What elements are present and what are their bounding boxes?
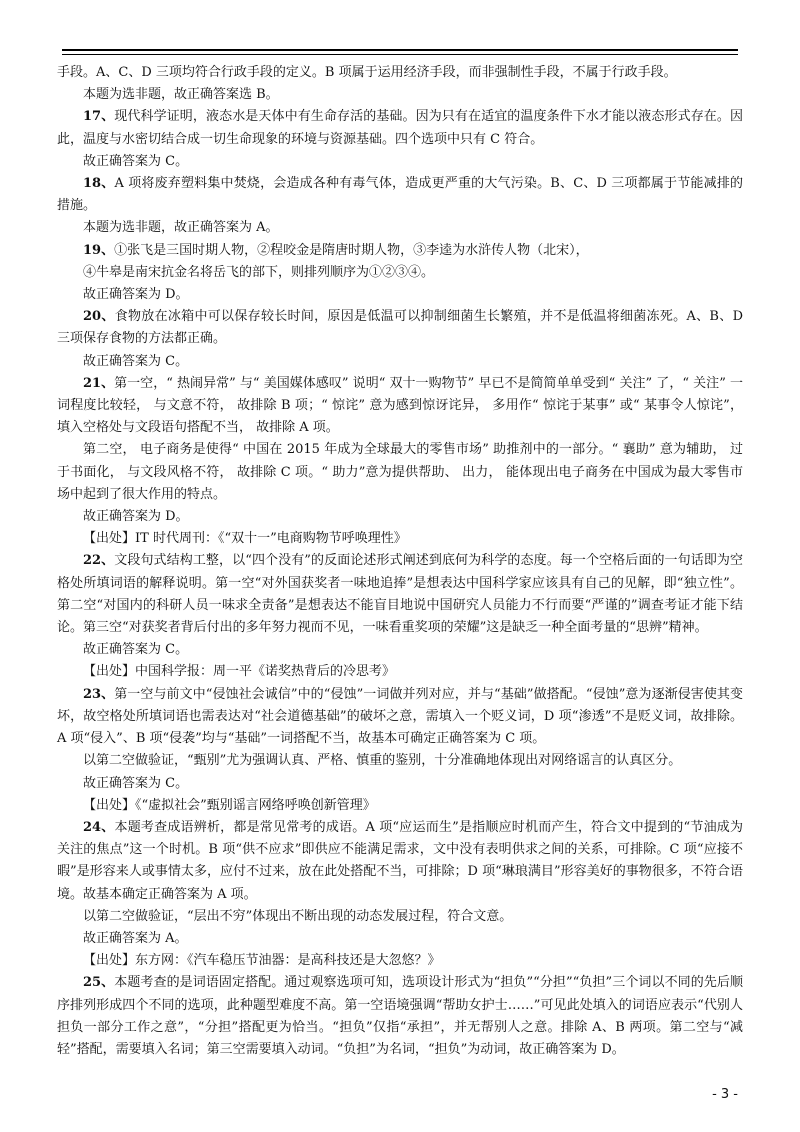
- answer-explanations: [57, 62, 743, 1061]
- explanation-text: ①张飞是三国时期人物，②程咬金是隋唐时期人物，③李逵为水浒传人物（北宋），: [114, 242, 589, 258]
- paragraph-text: 【出处】《“虚拟社会”甄别谣言网络呼唤创新管理》: [83, 797, 376, 813]
- paragraph-text: 故正确答案为 A。: [83, 930, 188, 946]
- question-explanation: [57, 106, 743, 150]
- question-explanation: [57, 240, 743, 262]
- paragraph: [57, 795, 743, 817]
- paragraph: [57, 439, 743, 506]
- header-rule-thick: [62, 49, 738, 51]
- paragraph-text: 故正确答案为 C。: [83, 642, 189, 658]
- explanation-text: 本题考查的是词语固定搭配。通过观察选项可知，选项设计形式为“担负”“分担”“负担”三个词以不同的先后顺序排列形成四个不同的选项，此种题型难度不高。第一空语境强调“帮助女护士……”可见此处填入的词语应表示“代别人担负一部分工作之意”，“分担”搭配更为恰当。“担负”仅指“承担”，并无帮别人之意。排除 A、B 两项。第二空与“减轻”搭配，需要填入名词；第三空需要填入动词。“负担”为名词，“担负”为动词，故正确答案为 D。: [57, 975, 743, 1057]
- question-number: 25、: [83, 975, 115, 991]
- explanation-text: 第一空与前文中“侵蚀社会诚信”中的“侵蚀”一词做并列对应，并与“基础”做搭配。“侵蚀”意为逐渐侵害使其变坏，故空格处所填词语也需表达对“社会道德基础”的破坏之意，需填入一个贬义词，D 项“渗透”不是贬义词，故排除。A 项“侵入”、B 项“侵袭”均与“基础”一词搭配不当，故基本可确定正确答案为 C 项。: [57, 686, 743, 747]
- explanation-text: 现代科学证明，液态水是天体中有生命存活的基础。因为只有在适宜的温度条件下水才能以液态形式存在。因此，温度与水密切结合成一切生命现象的环境与资源基础。四个选项中只有 C 符合。: [57, 109, 743, 147]
- paragraph: [57, 928, 743, 950]
- paragraph-text: 故正确答案为 D。: [83, 287, 189, 303]
- paragraph-text: 以第二空做验证，“层出不穷”体现出不断出现的动态发展过程，符合文意。: [83, 908, 513, 924]
- question-explanation: [57, 173, 743, 217]
- paragraph: [57, 773, 743, 795]
- question-number: 21、: [83, 375, 115, 391]
- paragraph-text: 【出处】IT 时代周刊：《“双十一”电商购物节呼唤理性》: [83, 531, 407, 547]
- paragraph: [57, 950, 743, 972]
- explanation-text: 第一空，“ 热闹异常” 与“ 美国媒体感叹” 说明“ 双十一购物节” 早已不是简简单单受到“ 关注” 了，“ 关注” 一词程度比较轻， 与文意不符， 故排除 B 项；“ 惊诧” 意为感到惊讶诧异， 多用作“ 惊诧于某事” 或“ 某事令人惊诧”， 填入空格处与文段语句搭配不当， 故排除 A 项。: [57, 375, 743, 436]
- question-explanation: [57, 972, 743, 1061]
- paragraph: [57, 506, 743, 528]
- paragraph: [57, 661, 743, 683]
- explanation-text: A 项将废弃塑料集中焚烧，会造成各种有毒气体，造成更严重的大气污染。B、C、D 三项都属于节能减排的措施。: [57, 176, 744, 214]
- question-number: 17、: [83, 109, 115, 125]
- paragraph-text: 故正确答案为 C。: [83, 153, 189, 169]
- paragraph-text: 本题为选非题，故正确答案为 A。: [83, 220, 279, 236]
- paragraph: [57, 750, 743, 772]
- continued-paragraph: [57, 62, 743, 84]
- paragraph-text: 以第二空做验证，“甄别”尤为强调认真、严格、慎重的鉴别，十分准确地体现出对网络谣言的认真区分。: [83, 753, 682, 769]
- question-number: 19、: [83, 242, 115, 258]
- paragraph-text: 第二空， 电子商务是使得“ 中国在 2015 年成为全球最大的零售市场” 助推剂中的一部分。“ 襄助” 意为辅助， 过于书面化， 与文段风格不符， 故排除 C 项。“ 助力”意为提供帮助、 出力， 能体现出电子商务在中国成为最大零售市场中起到了很大作用的特点。: [57, 442, 743, 502]
- paragraph: [57, 284, 743, 306]
- paragraph: [57, 262, 743, 284]
- paragraph: [57, 528, 743, 550]
- question-explanation: [57, 550, 743, 639]
- explanation-text: 文段句式结构工整，以“四个没有”的反面论述形式阐述到底何为科学的态度。每一个空格后面的一句话即为空格处所填词语的解释说明。第一空“对外国获奖者一味地追捧”是想表达中国科学家应该具有自己的见解，即“独立性”。第二空“对国内的科研人员一味求全责备”是想表达不能盲目地说中国研究人员能力不行而要“严谨的”调查考证才能下结论。第三空“对获奖者背后付出的多年努力视而不见，一味看重奖项的荣耀”这是缺乏一种全面考量的“思辨”精神。: [57, 553, 743, 636]
- header-rule-thin: [62, 54, 738, 55]
- question-number: 23、: [83, 686, 115, 702]
- paragraph: [57, 84, 743, 106]
- question-explanation: [57, 306, 743, 350]
- question-explanation: [57, 817, 743, 906]
- paragraph-text: 【出处】中国科学报：周一平《诺奖热背后的冷思考》: [83, 664, 396, 680]
- paragraph-text: 本题为选非题，故正确答案选 B。: [83, 87, 279, 103]
- explanation-text: 本题考查成语辨析，都是常见常考的成语。A 项“应运而生”是指顺应时机而产生，符合文中提到的“节油成为关注的焦点”这一个时机。B 项“供不应求”即供应不能满足需求，文中没有表明供求之间的关系，可排除。C 项“应接不暇”是形容来人或事情太多，应付不过来，放在此处搭配不当，可排除；D 项“琳琅满目”形容美好的事物很多，不符合语境。故基本确定正确答案为 A 项。: [57, 819, 743, 902]
- paragraph-text: 故正确答案为 D。: [83, 509, 189, 525]
- question-number: 18、: [83, 176, 115, 192]
- paragraph-text: 手段。A、C、D 三项均符合行政手段的定义。B 项属于运用经济手段，而非强制性手段，不属于行政手段。: [57, 65, 677, 80]
- page-number: - 3 -: [712, 1087, 738, 1102]
- paragraph: [57, 217, 743, 239]
- paragraph-text: ④牛皋是南宋抗金名将岳飞的部下，则排列顺序为①②③④。: [83, 264, 435, 280]
- paragraph: [57, 151, 743, 173]
- question-number: 24、: [83, 819, 115, 835]
- paragraph-text: 故正确答案为 C。: [83, 775, 189, 791]
- paragraph: [57, 906, 743, 928]
- question-explanation: [57, 684, 743, 751]
- paragraph: [57, 351, 743, 373]
- question-number: 22、: [83, 553, 115, 569]
- paragraph: [57, 639, 743, 661]
- explanation-text: 食物放在冰箱中可以保存较长时间，原因是低温可以抑制细菌生长繁殖，并不是低温将细菌冻死。A、B、D 三项保存食物的方法都正确。: [57, 309, 743, 347]
- paragraph-text: 故正确答案为 C。: [83, 353, 189, 369]
- question-number: 20、: [83, 309, 115, 325]
- question-explanation: [57, 373, 743, 440]
- paragraph-text: 【出处】东方网：《汽车稳压节油器：是高科技还是大忽悠？》: [83, 953, 441, 969]
